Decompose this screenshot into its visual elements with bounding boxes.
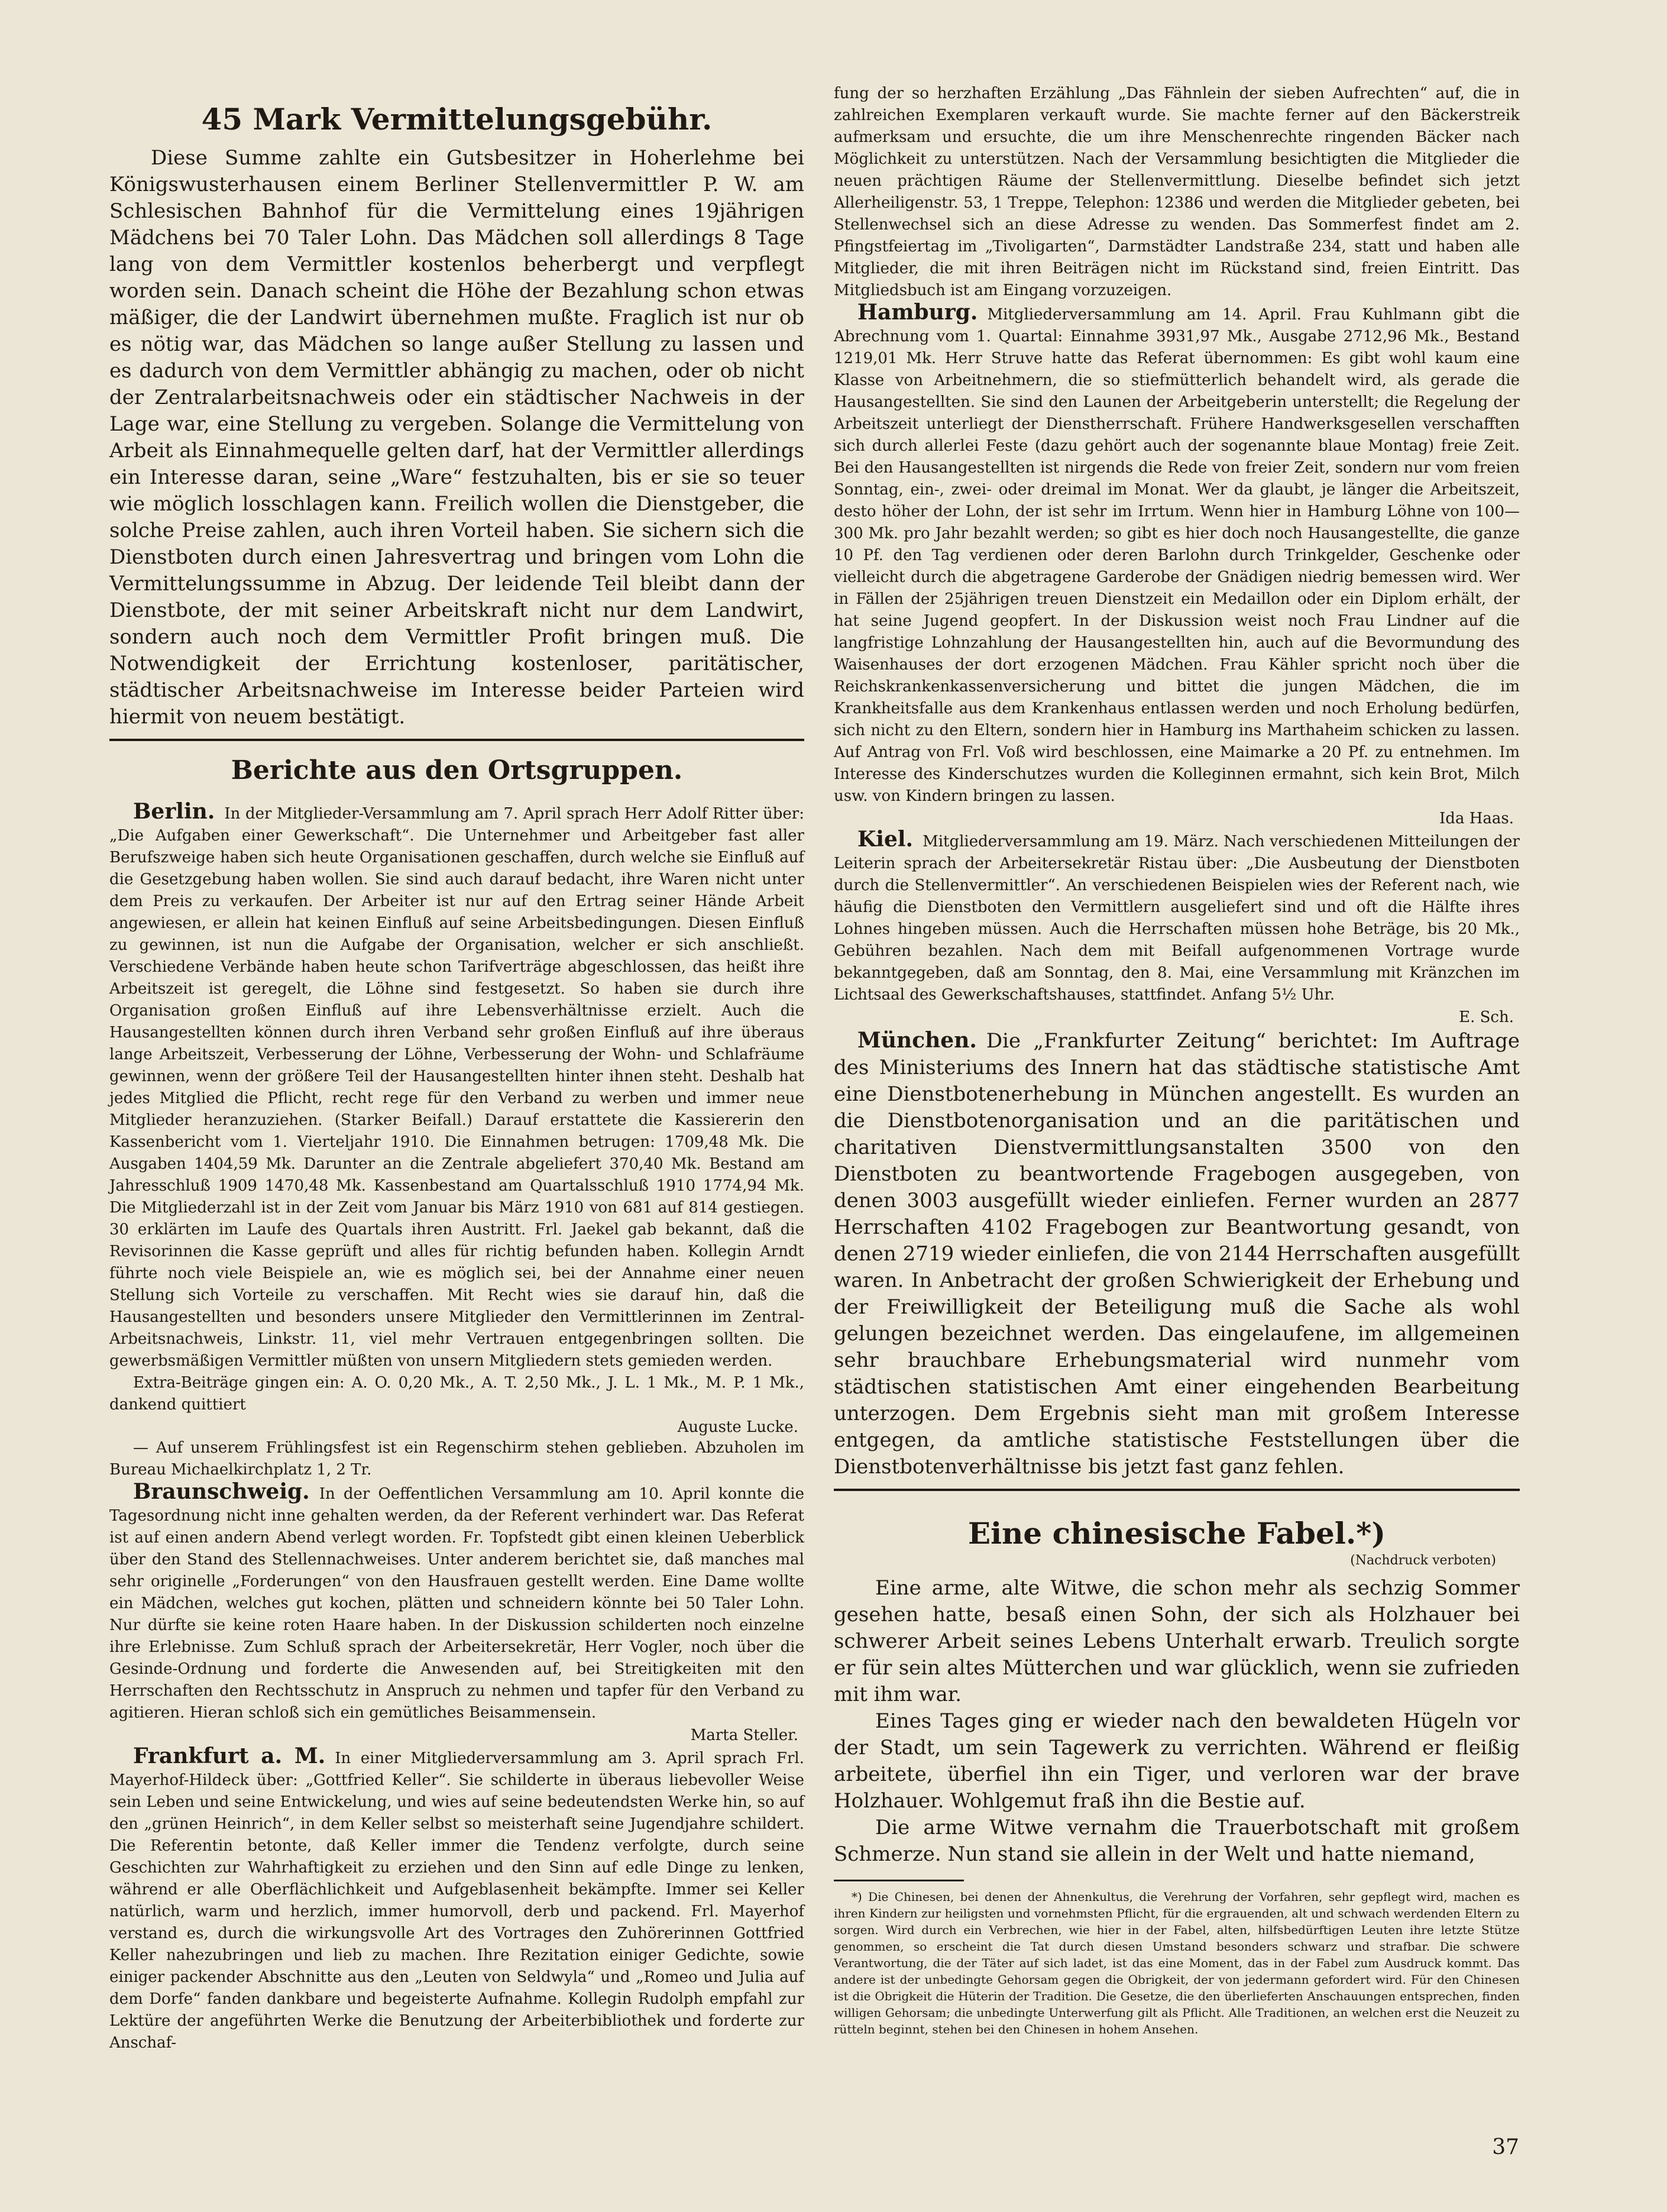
report-text: In der Mitglieder-Versammlung am 7. April sprach Herr Adolf Ritter über: „Die Aufgaben einer Gewerkschaft“. Die Unternehmer und Arbeitgeber fast aller Berufszweige haben sich heute Organisationen geschaffen, durch welche sie Einfluß auf die Gesetzgebung haben wollen. Sie sind auch darauf bedacht, ihre Waren nicht unter dem Preis zu verkaufen. Der Arbeiter ist nur auf den Ertrag seiner Hände Arbeit angewiesen, er allein hat keinen Einfluß auf seine Arbeitsbedingungen. Diesen Einfluß zu gewinnen, ist nun die Aufgabe der Organisation, welcher er sich anschließt. Verschiedene Verbände haben heute schon Tarifverträge abgeschlossen, das heißt ihre Arbeitszeit ist geregelt, die Löhne sind festgesetzt. So haben sie durch ihre Organisation großen Einfluß auf ihre Lebensverhältnisse erzielt. Auch die Hausangestellten können durch ihren Verband sehr großen Einfluß auf ihre überaus lange Arbeitszeit, Verbesserung der Löhne, Verbesserung der Wohn- und Schlafräume gewinnen, wenn der größere Teil der Hausangestellten hinter ihnen steht. Deshalb hat jedes Mitglied die Pflicht, recht rege für den Verband zu werben und immer neue Mitglieder heranzuziehen. (Starker Beifall.) Darauf erstattete die Kassiererin den Kassenbericht vom 1. Vierteljahr 1910. Die Einnahmen betrugen: 1709,48 Mk. Die Ausgaben 1404,59 Mk. Darunter an die Zentrale abgeliefert 370,40 Mk. Bestand am Jahresschluß 1909 1470,48 Mk. Kassenbestand am Quartalsschluß 1910 1774,94 Mk. Die Mitgliederzahl ist in der Zeit vom Januar bis März 1910 von 681 auf 814 gestiegen. 30 erklärten im Laufe des Quartals ihren Austritt. Frl. Jaekel gab bekannt, daß die Revisorinnen die Kasse geprüft und alles für richtig befunden haben. Kollegin Arndt führte noch viele Beispiele an, wie es möglich sei, bei der Annahme einer neuen Stellung sich Vorteile zu verschaffen. Mit Recht wies sie darauf hin, daß die Hausangestellten und besonders unsere Mitglieder den Vermittlerinnen im Zentral-Arbeitsnachweis, Linkstr. 11, viel mehr Vertrauen entgegenbringen sollten. Die gewerbsmäßigen Vermittler müßten von unsern Mitgliedern stets gemieden werden. — [109, 805, 804, 1370]
report-muenchen — [834, 1027, 1520, 1480]
report-kiel — [834, 829, 1520, 1006]
fable-heading: Eine chinesische Fabel.*) — [967, 1516, 1386, 1551]
signature: Auguste Lucke. — [677, 1418, 798, 1436]
report-braunschweig — [109, 1481, 804, 1724]
notice: — Auf unserem Frühlingsfest ist ein Regenschirm stehen geblieben. Abzuholen im Bureau Michaelkirchplatz 1, 2 Tr. — [109, 1439, 804, 1479]
report-text: In der Oeffentlichen Versammlung am 10. April konnte die Tagesordnung nicht inne gehalten werden, da der Referent verhindert war. Das Referat ist auf einen andern Abend verlegt worden. Fr. Topfstedt gibt einen kleinen Ueberblick über den Stand des Stellennachweises. Unter anderem berichtet sie, daß manches mal sehr originelle „Forderungen“ von den Hausfrauen gestellt werden. Eine Dame wollte ein Mädchen, welches gut kochen, plätten und schneidern könnte bei 50 Taler Lohn. Nur dürfte sie keine roten Haare haben. In der Diskussion schilderten noch einzelne ihre Erlebnisse. Zum Schluß sprach der Arbeitersekretär, Herr Vogler, noch über die Gesinde-Ordnung und forderte die Anwesenden auf, bei Streitigkeiten mit den Herrschaften den Rechtsschutz in Anspruch zu nehmen und tapfer für den Verband zu agitieren. Hieran schloß sich ein gemütliches Beisammensein. — [109, 1485, 804, 1722]
city-name: Frankfurt a. M. — [133, 1744, 326, 1768]
city-name: München. — [857, 1028, 977, 1053]
left-column — [109, 83, 804, 2054]
article-headline: 45 Mark Vermittelungsgebühr. — [201, 102, 713, 137]
city-name: Braunschweig. — [133, 1479, 310, 1504]
report-frankfurt-continued: fung der so herzhaften Erzählung „Das Fähnlein der sieben Aufrechten“ auf, die in zahlreichen Exemplaren verkauft wurde. Sie machte ferner auf den Bäckerstreik aufmerksam und ersuchte, die um ihre Menschenrechte ringenden Bäcker nach Möglichkeit zu unterstützen. Nach der Versammlung besichtigten die Mitglieder die neuen prächtigen Räume der Stellenvermittlung. Dieselbe befindet sich jetzt Allerheiligenstr. 53, 1 Treppe, Telephon: 12386 und werden die Mitglieder gebeten, bei Stellenwechsel sich an diese Adresse zu wenden. Das Sommerfest findet am 2. Pfingstfeiertag im „Tivoligarten“, Darmstädter Landstraße 234, statt und haben alle Mitglieder, die mit ihren Beiträgen nicht im Rückstand sind, freien Eintritt. Das Mitgliedsbuch ist am Eingang vorzuzeigen. — [834, 85, 1520, 299]
page-number: 37 — [1492, 2135, 1519, 2159]
section-divider — [109, 739, 804, 741]
report-frankfurt — [109, 1745, 804, 2054]
fable-paragraph: Eines Tages ging er wieder nach den bewaldeten Hügeln vor der Stadt, um sein Tagewerk zu verrichten. Während er fleißig arbeitete, überfiel ihn ein Tiger, und verloren war der brave Holzhauer. Wohlgemut fraß ihn die Bestie auf. — [834, 1709, 1520, 1813]
footnote-divider — [834, 1880, 964, 1881]
report-text: Mitgliederversammlung am 19. März. Nach verschiedenen Mitteilungen der Leiterin sprach der Arbeitersekretär Ristau über: „Die Ausbeutung der Dienstboten durch die Stellenvermittler“. An verschiedenen Beispielen wies der Referent nach, wie häufig die Dienstboten den Vermittlern ausgeliefert sind und oft die Hälfte ihres Lohnes hingeben müssen. Auch die Herrschaften müssen hohe Beträge, bis 20 Mk., Gebühren bezahlen. Nach dem mit Beifall aufgenommenen Vortrage wurde bekanntgegeben, daß am Sonntag, den 8. Mai, eine Versammlung mit Kränzchen im Lichtsaal des Gewerkschaftshauses, stattfindet. Anfang 5½ Uhr. — [834, 833, 1520, 1004]
report-text: Die „Frankfurter Zeitung“ berichtet: Im Auftrage des Ministeriums des Innern hat das städtische statistische Amt eine Dienstbotenerhebung in München angestellt. Es wurden an die Dienstbotenorganisation und an die paritätischen und charitativen Dienstvermittlungsanstalten 3500 von den Dienstboten zu beantwortende Fragebogen ausgegeben, von denen 3003 ausgefüllt wieder einliefen. Ferner wurden an 2877 Herrschaften 4102 Fragebogen zur Beantwortung gesandt, von denen 2719 wieder einliefen, die von 2144 Herrschaften ausgefüllt waren. In Anbetracht der großen Schwierigkeit der Erhebung und der Freiwilligkeit der Beteiligung muß die Sache als wohl gelungen bezeichnet werden. Das eingelaufene, im allgemeinen sehr brauchbare Erhebungsmaterial wird nunmehr vom städtischen statistischen Amt einer eingehenden Bearbeitung unterzogen. Dem Ergebnis sieht man mit großem Interesse entgegen, da amtliche statistische Feststellungen über die Dienstbotenverhältnisse bis jetzt fast ganz fehlen. — [834, 1029, 1520, 1479]
city-name: Kiel. — [857, 827, 914, 852]
report-text: Mitgliederversammlung am 14. April. Frau Kuhlmann gibt die Abrechnung vom 1. Quartal: Einnahme 3931,97 Mk., Ausgabe 2712,96 Mk., Bestand 1219,01 Mk. Herr Struve hatte das Referat übernommen: Es gibt wohl kaum eine Klasse von Arbeitnehmern, die so stiefmütterlich behandelt wird, als gerade die Hausangestellten. Sie sind den Launen der Arbeitgeberin unterstellt; die Regelung der Arbeitszeit unterliegt der Dienstherrschaft. Frühere Handwerksgesellen verschafften sich durch allerlei Feste (dazu gehört auch der sogenannte blaue Montag) freie Zeit. Bei den Hausangestellten ist nirgends die Rede von freier Zeit, sondern nur vom freien Sonntag, ein-, zwei- oder dreimal im Monat. Wer da glaubt, je länger die Arbeitszeit, desto höher der Lohn, der ist sehr im Irrtum. Wenn hier in Hamburg Löhne von 100—300 Mk. pro Jahr bezahlt werden; so gibt es hier doch noch Hausangestellte, die ganze 10 Pf. den Tag verdienen oder deren Barlohn durch Trinkgelder, Geschenke oder vielleicht durch die abgetragene Garderobe der Gnädigen niedrig bemessen wird. Wer in Fällen der 25jährigen treuen Dienstzeit ein Medaillon oder ein Diplom erhält, der hat seine Jugend geopfert. In der Diskussion weist noch Frau Lindner auf die langfristige Lohnzahlung der Hausangestellten hin, auch auf die Bevormundung des Waisenhauses der dort erzogenen Mädchen. Frau Kähler spricht noch über die Reichskrankenkassenversicherung und bittet die jungen Mädchen, die im Krankheitsfalle aus dem Krankenhaus entlassen werden und noch Erholung bedürfen, sich nicht zu den Eltern, sondern hier in Hamburg ins Marthaheim schicken zu lassen. Auf Antrag von Frl. Voß wird beschlossen, eine Maimarke a 20 Pf. zu entnehmen. Im Interesse des Kinderschutzes wurden die Kolleginnen ermahnt, sich kein Brot, Milch usw. von Kindern bringen zu lassen. — [834, 306, 1520, 805]
report-berlin — [109, 801, 804, 1372]
report-text: In einer Mitgliederversammlung am 3. April sprach Frl. Mayerhof-Hildeck über: „Gottfried Keller“. Sie schilderte in überaus liebevoller Weise sein Leben und seine Entwickelung, und wies auf seine bedeutendsten Werke hin, so auf den „grünen Heinrich“, in dem Keller selbst so meisterhaft seine Jugendjahre schildert. Die Referentin betonte, daß Keller immer die Tendenz verfolgte, durch seine Geschichten zur Wahrhaftigkeit zu erziehen und den Sinn auf edle Dinge zu lenken, während er alle Oberflächlichkeit und Aufgeblasenheit bekämpfte. Immer sei Keller natürlich, warm und herzlich, immer humorvoll, derb und packend. Frl. Mayerhof verstand es, durch die wirkungsvolle Art des Vortrages den Zuhörerinnen Gottfried Keller nahezubringen und lieb zu machen. Ihre Rezitation einiger Gedichte, sowie einiger packender Abschnitte aus den „Leuten von Seldwyla“ und „Romeo und Julia auf dem Dorfe“ fanden dankbare und begeisterte Aufnahme. Kollegin Rudolph empfahl zur Lektüre der angeführten Werke die Benutzung der Arbeiterbibliothek und forderte zur Anschaf- — [109, 1749, 804, 2052]
signature: Ida Haas. — [1439, 810, 1514, 827]
reprint-note: (Nachdruck verboten) — [1350, 1553, 1496, 1568]
fable-paragraph: Die arme Witwe vernahm die Trauerbotschaft mit großem Schmerze. Nun stand sie allein in der Welt und hatte niemand, — [834, 1816, 1520, 1866]
footnote: *) Die Chinesen, bei denen der Ahnenkultus, die Verehrung der Vorfahren, sehr gepflegt wird, machen es ihren Kindern zur heiligsten und vornehmsten Pflicht, für die ergrauenden, alt und schwach werdenden Eltern zu sorgen. Wird durch ein Verbrechen, wie hier in der Fabel, alten, hilfsbedürftigen Leuten ihre letzte Stütze genommen, so erscheint die Tat durch diesen Umstand besonders schwarz und strafbar. Die schwere Verantwortung, die der Täter auf sich ladet, ist das eine Moment, das in der Fabel zum Ausdruck kommt. Das andere ist der unbedingte Gehorsam gegen die Obrigkeit, der von jedermann gefordert wird. Für den Chinesen ist die Obrigkeit die Hüterin der Tradition. Die Gesetze, die den überlieferten Anschauungen entsprechen, finden willigen Gehorsam; die unbedingte Unterwerfung gilt als Pflicht. Alle Traditionen, an welchen erst die Neuzeit zu rütteln beginnt, stehen bei den Chinesen in hohem Ansehen. — [834, 1890, 1520, 2036]
section-heading: Berichte aus den Ortsgruppen. — [231, 755, 683, 785]
report-hamburg — [834, 302, 1520, 807]
city-name: Berlin. — [133, 799, 215, 824]
signature: Marta Steller. — [690, 1726, 798, 1744]
right-column — [834, 83, 1520, 2038]
signature: E. Sch. — [1459, 1008, 1514, 1026]
city-name: Hamburg. — [857, 300, 978, 325]
fable-paragraph: Eine arme, alte Witwe, die schon mehr als sechzig Sommer gesehen hatte, besaß einen Sohn, der sich als Holzhauer bei schwerer Arbeit seines Lebens Unterhalt erwarb. Treulich sorgte er für sein altes Mütterchen und war glücklich, wenn sie zufrieden mit ihm war. — [834, 1576, 1520, 1706]
article-paragraph: Diese Summe zahlte ein Gutsbesitzer in Hoherlehme bei Königswusterhausen einem Berliner Stellenvermittler P. W. am Schlesischen Bahnhof für die Vermittelung eines 19jährigen Mädchens bei 70 Taler Lohn. Das Mädchen soll allerdings 8 Tage lang von dem Vermittler kostenlos beherbergt und verpflegt worden sein. Danach scheint die Höhe der Bezahlung schon etwas mäßiger, die der Landwirt übernehmen mußte. Fraglich ist nur ob es nötig war, das Mädchen so lange außer Stellung zu lassen und es dadurch von dem Vermittler abhängig zu machen, oder ob nicht der Zentralarbeitsnachweis oder ein städtischer Nachweis in der Lage war, eine Stellung zu vergeben. Solange die Vermittelung von Arbeit als Einnahmequelle gelten darf, hat der Vermittler allerdings ein Interesse daran, seine „Ware“ festzuhalten, bis er sie so teuer wie möglich losschlagen kann. Freilich wollen die Dienstgeber, die solche Preise zahlen, auch ihren Vorteil haben. Sie sichern sich die Dienstboten durch einen Jahresvertrag und bringen vom Lohn die Vermittelungssumme in Abzug. Der leidende Teil bleibt dann der Dienstbote, der mit seiner Arbeitskraft nicht nur dem Landwirt, sondern auch noch dem Vermittler Profit bringen muß. Die Notwendigkeit der Errichtung kostenloser, paritätischer, städtischer Arbeitsnachweise im Interesse beider Parteien wird hiermit von neuem bestätigt. — [109, 146, 804, 729]
extra-contributions: Extra-Beiträge gingen ein: A. O. 0,20 Mk., A. T. 2,50 Mk., J. L. 1 Mk., M. P. 1 Mk., dankend quittiert — [109, 1374, 804, 1414]
section-divider — [834, 1489, 1520, 1491]
